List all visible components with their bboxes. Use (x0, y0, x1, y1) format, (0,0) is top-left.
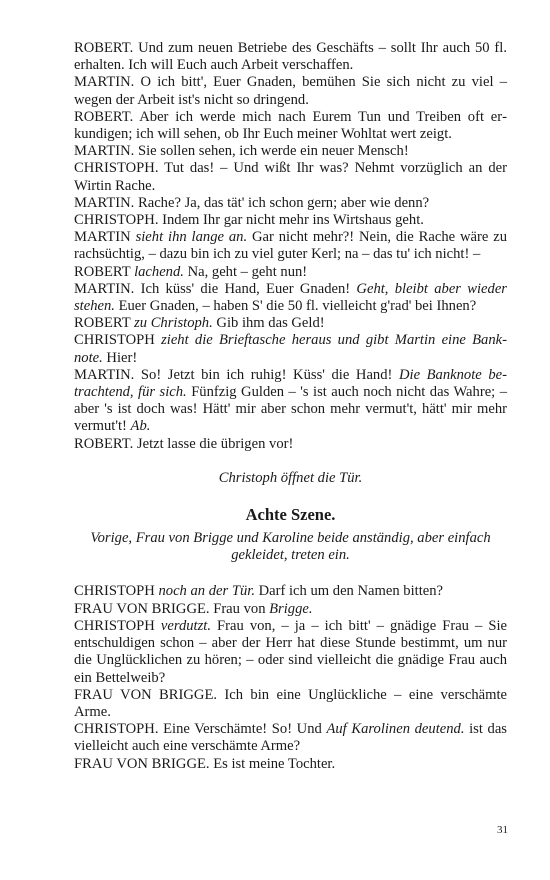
dialogue-text: Fünfzig Gulden – 's ist auch noch nicht das Wahre; – aber 's ist doch was! Hätt' mir aber schon mehr vermut't, hätt' mir mehr vermut't! (74, 384, 507, 435)
dialogue-text: MARTIN. Ich küss' die Hand, Euer Gnaden! (74, 280, 357, 297)
dialogue-paragraph (74, 229, 507, 263)
dialogue-text: Na, geht – geht nun! (183, 263, 308, 280)
dialogue-text: ROBERT. Jetzt lasse die übrigen vor! (74, 435, 294, 452)
dialogue-text: ROBERT. Und zum neuen Betriebe des Geschäfts – sollt Ihr auch 50 fl. erhalten. Ich will Euch auch Arbeit verschaffen. (74, 40, 507, 74)
scene-heading: Achte Szene. (245, 505, 336, 525)
page-number: 31 (497, 824, 508, 836)
dialogue-paragraph (74, 281, 507, 315)
stage-direction-inline: verdutzt. (160, 617, 211, 634)
dialogue-text: FRAU VON BRIGGE. Es ist meine Tochter. (74, 755, 336, 772)
dialogue-paragraph (74, 74, 507, 108)
dialogue-text: ROBERT (74, 315, 135, 332)
dialogue-text: MARTIN. So! Jetzt bin ich ruhig! Küss' die Hand! (74, 366, 399, 383)
document-page (74, 40, 507, 773)
dialogue-paragraph (74, 332, 507, 366)
dialogue-paragraph (74, 687, 507, 721)
dialogue-paragraph (74, 315, 507, 332)
stage-direction-inline: Brigge. (269, 600, 313, 617)
stage-direction-inline: Auf Karolinen deutend. (326, 721, 465, 738)
stage-direction-inline: Die Banknote betrachtend, für sich. (74, 366, 507, 401)
dialogue-text: ROBERT. Aber ich werde mich nach Eurem Tun und Treiben oft erkundigen; ich will sehen, ob Ihr Euch meiner Wohltat wert zeigt. (74, 108, 507, 143)
stage-direction-inline: noch an der Tür. (158, 583, 255, 600)
dialogue-paragraph (74, 618, 507, 687)
dialogue-block-after (74, 583, 507, 772)
stage-direction-inline: zieht die Brieftasche heraus und gibt Martin eine Banknote. (74, 332, 507, 366)
dialogue-paragraph (74, 264, 507, 281)
dialogue-text: CHRISTOPH. Eine Verschämte! So! Und (74, 721, 327, 738)
dialogue-paragraph (74, 40, 507, 74)
dialogue-text: ist das vielleicht auch eine verschämte Arme? (74, 721, 507, 755)
dialogue-block-before (74, 40, 507, 453)
dialogue-text: CHRISTOPH. Indem Ihr gar nicht mehr ins Wirtshaus geht. (74, 212, 424, 229)
dialogue-paragraph (74, 195, 507, 212)
dialogue-text: Hier! (102, 349, 138, 366)
dialogue-text: Frau von, – ja – ich bitt' – gnädige Frau – Sie entschuldigen schon – aber der Herr hat diese Stunde bestimmt, um nur die Unglücklichen zu hören; – oder sind vielleicht die gnädige Frau auch ein Bettelweib? (74, 617, 507, 686)
dialogue-text: CHRISTOPH (74, 332, 162, 349)
stage-direction-inline: sieht ihn lange an. (135, 229, 248, 246)
dialogue-text: FRAU VON BRIGGE. Frau von (74, 600, 270, 617)
dialogue-text: Darf ich um den Namen bitten? (254, 583, 443, 600)
stage-direction-inline: Geht, bleibt aber wieder stehen. (74, 280, 507, 315)
dialogue-text: CHRISTOPH. Tut das! – Und wißt Ihr was? Nehmt vorzüglich an der Wirtin Rache. (74, 160, 507, 194)
stage-direction-inline: lachend. (134, 263, 184, 280)
scene-stage-direction: Vorige, Frau von Brigge und Karoline beide anständig, aber einfach gekleidet, treten ein. (90, 530, 491, 564)
dialogue-text: Gib ihm das Geld! (212, 315, 325, 332)
dialogue-paragraph (74, 143, 507, 160)
stage-direction-inline: Ab. (130, 418, 151, 435)
dialogue-text: Gar nicht mehr?! Nein, die Rache wäre zu rachsüchtig, – dazu bin ich zu viel guter Kerl; na – das tu' ich nicht! – (74, 229, 507, 263)
dialogue-text: MARTIN. Rache? Ja, das tät' ich schon gern; aber wie denn? (74, 194, 430, 211)
dialogue-text: MARTIN. O ich bitt', Euer Gnaden, bemühen Sie sich nicht zu viel – wegen der Arbeit ist's nicht so dringend. (74, 74, 507, 108)
dialogue-text: CHRISTOPH (74, 583, 159, 600)
dialogue-paragraph (74, 160, 507, 194)
dialogue-text: ROBERT (74, 263, 135, 280)
dialogue-text: FRAU VON BRIGGE. Ich bin eine Unglückliche – eine verschämte Arme. (74, 686, 507, 720)
stage-direction: Christoph öffnet die Tür. (218, 469, 363, 486)
dialogue-paragraph (74, 756, 507, 773)
dialogue-paragraph (74, 109, 507, 143)
dialogue-paragraph (74, 583, 507, 600)
stage-direction-inline: zu Christoph. (134, 315, 213, 332)
dialogue-paragraph (74, 367, 507, 436)
dialogue-paragraph (74, 436, 507, 453)
dialogue-text: CHRISTOPH (74, 617, 161, 634)
dialogue-text: MARTIN (74, 229, 136, 246)
dialogue-paragraph (74, 601, 507, 618)
dialogue-text: MARTIN. Sie sollen sehen, ich werde ein neuer Mensch! (74, 143, 409, 160)
dialogue-paragraph (74, 721, 507, 755)
dialogue-text: Euer Gnaden, – haben S' die 50 fl. vielleicht g'rad' bei Ihnen? (114, 298, 477, 315)
dialogue-paragraph (74, 212, 507, 229)
